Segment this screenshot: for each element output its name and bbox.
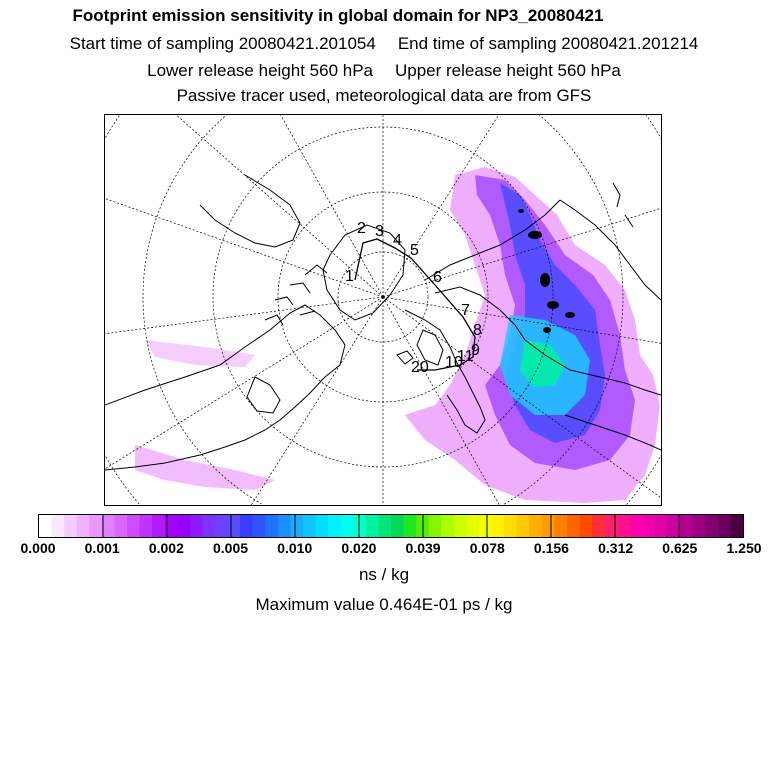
- colorbar-swatch: [429, 515, 442, 537]
- track-label-8: 8: [473, 322, 482, 339]
- colorbar-swatch: [492, 515, 505, 537]
- colorbar-swatch: [454, 515, 467, 537]
- colorbar-swatch: [64, 515, 77, 537]
- colorbar-swatch: [328, 515, 341, 537]
- emission-plume: [135, 167, 660, 503]
- colorbar-swatch: [140, 515, 153, 537]
- colorbar-swatch: [215, 515, 228, 537]
- colorbar-swatch: [114, 515, 127, 537]
- colorbar: [38, 514, 744, 538]
- colorbar-tick-label: 0.312: [598, 540, 634, 556]
- colorbar-swatch: [290, 515, 303, 537]
- meridian-5: [105, 297, 383, 335]
- track-label-11: 11: [457, 348, 474, 365]
- colorbar-svg: [39, 515, 743, 537]
- colorbar-swatch: [341, 515, 354, 537]
- start-time: Start time of sampling 20080421.201054: [69, 34, 376, 53]
- colorbar-tick-label: 0.001: [84, 540, 120, 556]
- track-label-4: 4: [393, 232, 402, 249]
- track-label-10: 10: [445, 354, 463, 371]
- colorbar-swatch: [617, 515, 630, 537]
- colorbar-swatch: [316, 515, 329, 537]
- colorbar-swatch: [630, 515, 643, 537]
- colorbar-swatch: [529, 515, 542, 537]
- coast-north-america: [105, 305, 345, 470]
- hotspot-5: [543, 327, 551, 333]
- colorbar-swatch: [303, 515, 316, 537]
- map-svg: [105, 115, 661, 505]
- track-label-6: 6: [433, 269, 442, 286]
- track-label-2: 2: [357, 220, 366, 237]
- hotspot-1: [528, 231, 542, 239]
- coast-alaska: [200, 175, 300, 247]
- colorbar-swatch: [466, 515, 479, 537]
- colorbar-swatch: [718, 515, 731, 537]
- colorbar-swatch: [202, 515, 215, 537]
- colorbar-tick-label: 1.250: [726, 540, 762, 556]
- colorbar-tick-label: 0.000: [20, 540, 56, 556]
- colorbar-tick-label: 0.010: [277, 540, 313, 556]
- track-label-7: 7: [461, 302, 470, 319]
- lower-height: Lower release height 560 hPa: [147, 61, 373, 80]
- meridian-6: [105, 297, 383, 475]
- colorbar-swatch: [253, 515, 266, 537]
- footprint-map: [104, 114, 662, 506]
- sampling-times: [0, 34, 768, 54]
- colorbar-swatch: [39, 515, 52, 537]
- hotspot-2: [540, 273, 550, 287]
- maximum-value: Maximum value 0.464E-01 ps / kg: [255, 595, 513, 614]
- colorbar-swatch: [441, 515, 454, 537]
- upper-height: Upper release height 560 hPa: [395, 61, 621, 80]
- track-label-20: 20: [411, 359, 429, 376]
- colorbar-tick-label: 0.005: [213, 540, 249, 556]
- colorbar-swatch: [592, 515, 605, 537]
- colorbar-tick-label: 0.078: [469, 540, 505, 556]
- colorbar-swatch: [152, 515, 165, 537]
- colorbar-swatch: [479, 515, 492, 537]
- colorbar-units: ns / kg: [358, 565, 410, 584]
- tracer-note: Passive tracer used, meteorological data are from GFS: [176, 86, 592, 105]
- colorbar-swatch: [378, 515, 391, 537]
- hotspot-3: [547, 301, 559, 309]
- colorbar-swatch: [542, 515, 555, 537]
- colorbar-swatch: [580, 515, 593, 537]
- colorbar-swatch: [554, 515, 567, 537]
- coast-hudson-bay: [247, 377, 280, 413]
- track-label-9: 9: [471, 342, 480, 359]
- colorbar-swatch: [240, 515, 253, 537]
- colorbar-swatch: [190, 515, 203, 537]
- plume-speckle-west: [145, 340, 255, 367]
- colorbar-swatch: [693, 515, 706, 537]
- hotspot-4: [565, 312, 575, 318]
- colorbar-swatch: [52, 515, 65, 537]
- colorbar-swatch: [655, 515, 668, 537]
- release-heights: [0, 61, 768, 81]
- meridian-2: [275, 115, 383, 297]
- colorbar-swatch: [102, 515, 115, 537]
- meridian-7: [245, 297, 383, 505]
- colorbar-swatch: [567, 515, 580, 537]
- colorbar-swatch: [504, 515, 517, 537]
- colorbar-swatch: [642, 515, 655, 537]
- colorbar-tick-label: 0.020: [341, 540, 377, 556]
- plume-tail: [135, 445, 275, 490]
- track-label-5: 5: [410, 242, 419, 259]
- colorbar-swatch: [404, 515, 417, 537]
- colorbar-swatch: [89, 515, 102, 537]
- colorbar-swatch: [705, 515, 718, 537]
- colorbar-swatch: [391, 515, 404, 537]
- plot-title: Footprint emission sensitivity in global domain for NP3_20080421: [72, 6, 604, 25]
- colorbar-swatch: [353, 515, 366, 537]
- colorbar-tick-label: 0.002: [148, 540, 184, 556]
- colorbar-swatch: [366, 515, 379, 537]
- track-labels: [345, 220, 482, 376]
- colorbar-tick-label: 0.625: [662, 540, 698, 556]
- colorbar-swatch: [265, 515, 278, 537]
- colorbar-swatch: [730, 515, 743, 537]
- colorbar-swatch: [77, 515, 90, 537]
- track-label-1: 1: [345, 268, 354, 285]
- colorbar-swatch: [127, 515, 140, 537]
- end-time: End time of sampling 20080421.201214: [397, 34, 699, 53]
- colorbar-swatch: [278, 515, 291, 537]
- colorbar-swatch: [680, 515, 693, 537]
- hotspot-6: [518, 209, 524, 213]
- colorbar-swatch: [177, 515, 190, 537]
- coast-japan: [613, 183, 633, 227]
- meridian-4: [105, 195, 383, 297]
- track-label-3: 3: [375, 223, 384, 240]
- colorbar-swatch: [228, 515, 241, 537]
- colorbar-tick-label: 0.039: [405, 540, 441, 556]
- colorbar-tick-label: 0.156: [533, 540, 569, 556]
- colorbar-swatch: [605, 515, 618, 537]
- colorbar-swatch: [517, 515, 530, 537]
